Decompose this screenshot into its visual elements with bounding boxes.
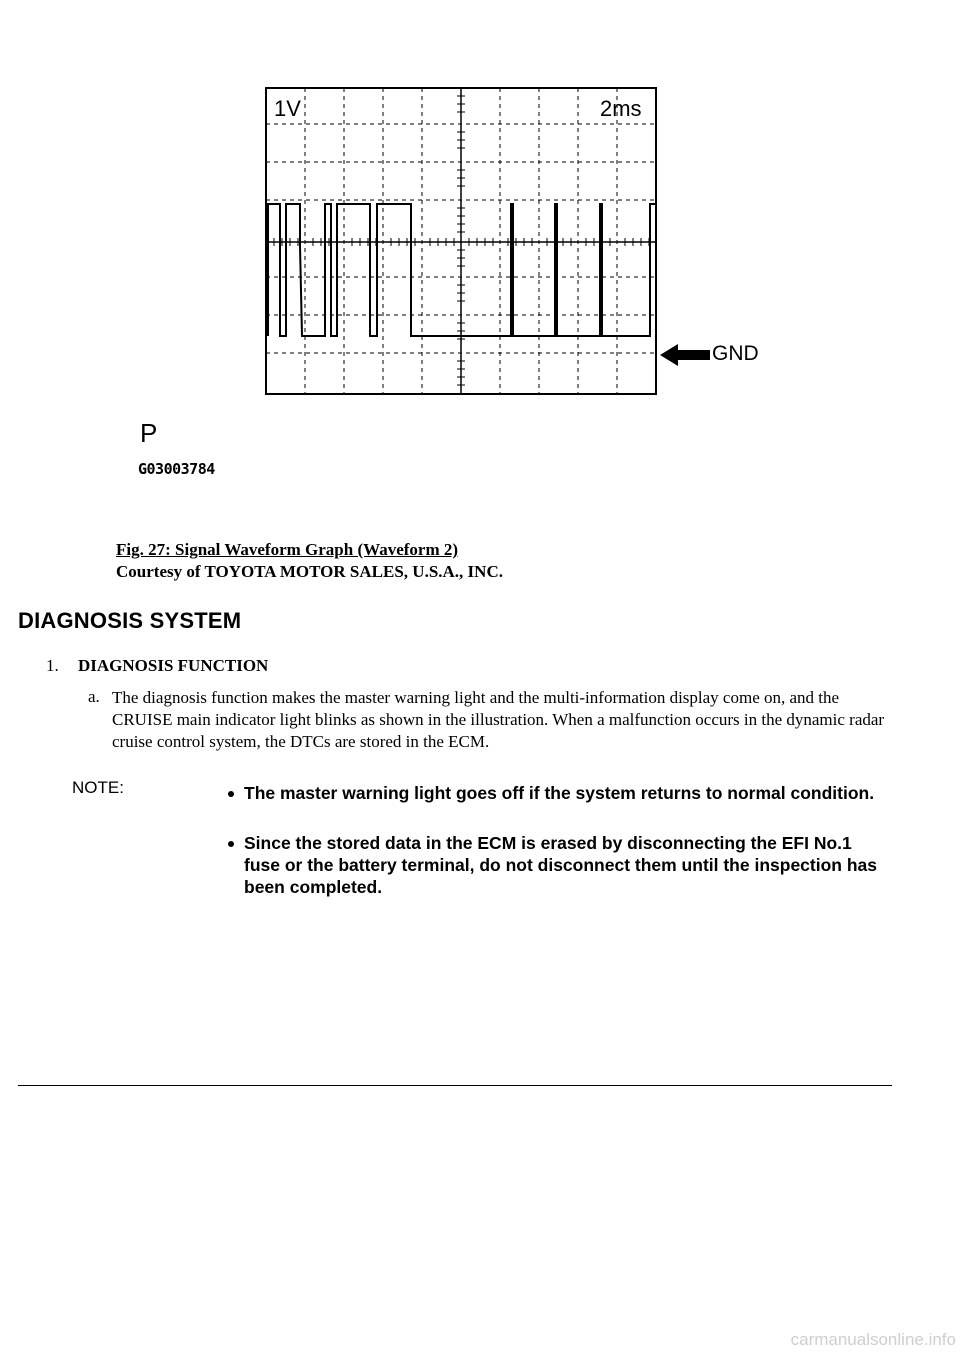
bullet-icon	[228, 841, 234, 847]
courtesy-line: Courtesy of TOYOTA MOTOR SALES, U.S.A., INC.	[116, 562, 503, 581]
step-title: DIAGNOSIS FUNCTION	[78, 656, 269, 675]
note-item-text: The master warning light goes off if the system returns to normal condition.	[244, 783, 875, 803]
site-watermark: carmanualsonline.info	[790, 1330, 956, 1349]
section-heading: DIAGNOSIS SYSTEM	[18, 608, 242, 633]
bullet-icon	[228, 791, 234, 797]
sub-step-text: The diagnosis function makes the master warning light and the multi-information display come on, and the CRUISE main indicator light blinks as shown in the illustration. When a malfunction occurs in the dynamic radar cruise control system, the DTCs are stored in the ECM.	[112, 688, 885, 751]
gnd-label: GND	[712, 342, 759, 365]
sub-step-letter: a.	[88, 687, 100, 706]
figure-code: G03003784	[138, 460, 215, 478]
note-label: NOTE:	[72, 778, 124, 797]
bottom-divider	[18, 1085, 892, 1086]
step-number: 1.	[46, 656, 59, 675]
volt-per-div-label: 1V	[274, 96, 301, 121]
note-item	[244, 782, 884, 804]
oscilloscope-waveform-figure	[264, 86, 664, 398]
figure-panel-letter: P	[140, 418, 158, 448]
gnd-arrow-icon	[660, 342, 712, 368]
time-per-div-label: 2ms	[600, 96, 642, 121]
note-item-text: Since the stored data in the ECM is erased by disconnecting the EFI No.1 fuse or the battery terminal, do not disconnect them until the inspection has been completed.	[244, 833, 877, 897]
note-item	[244, 832, 884, 898]
figure-caption-link[interactable]: Fig. 27: Signal Waveform Graph (Waveform 2)	[116, 540, 459, 559]
